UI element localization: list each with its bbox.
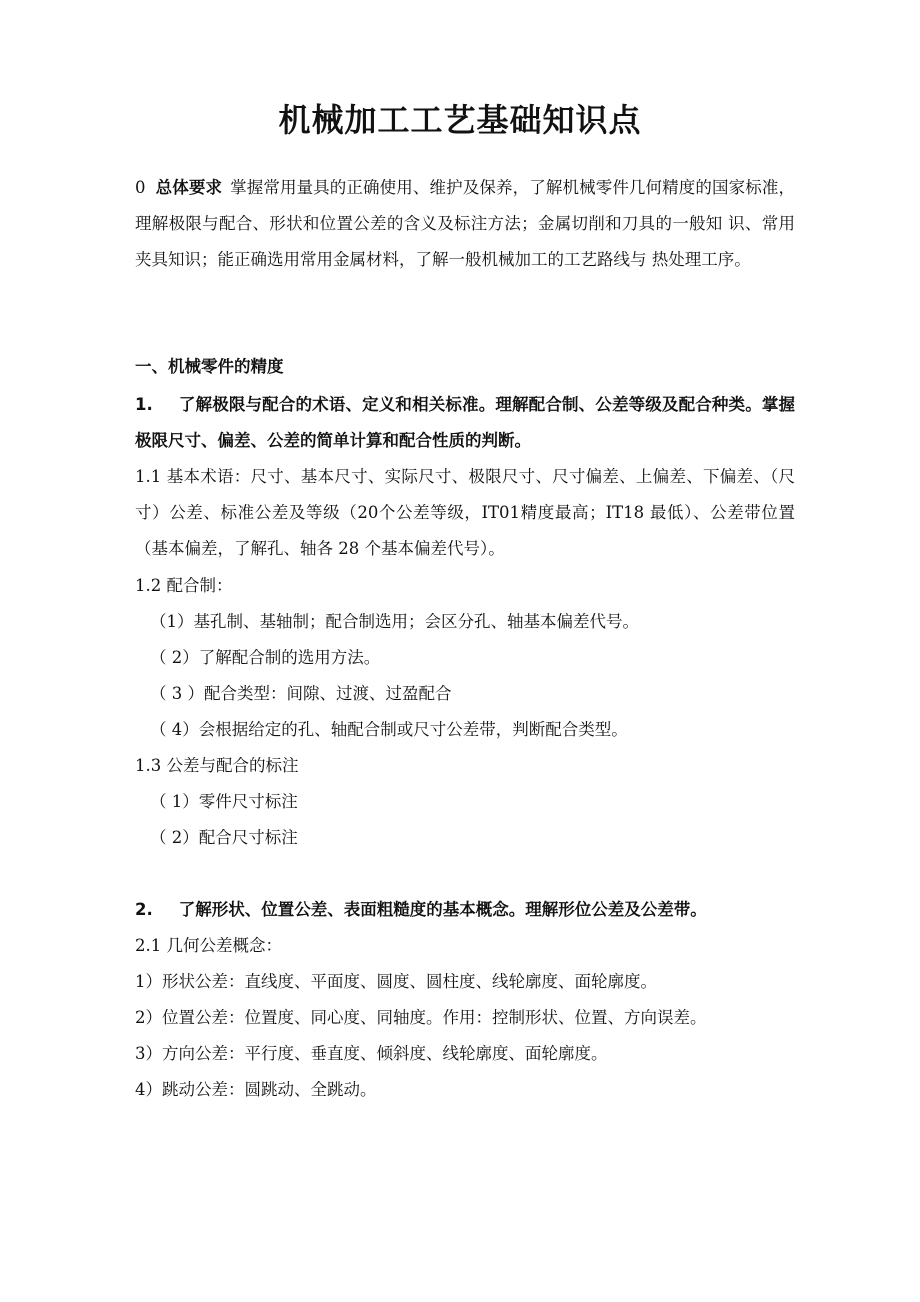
subsection-2-1-item: 3）方向公差：平行度、垂直度、倾斜度、线轮廓度、面轮廓度。 xyxy=(135,1044,608,1063)
subsection-1-2-item: （ 3 ）配合类型：间隙、过渡、过盈配合 xyxy=(150,684,452,703)
item-1-number: 1. xyxy=(135,395,153,414)
item-1-paragraph xyxy=(135,387,795,459)
document-title: 机械加工工艺基础知识点 xyxy=(278,101,642,139)
intro-number: 0 xyxy=(135,178,146,197)
subsection-1-3-item: （ 2）配合尺寸标注 xyxy=(150,828,298,847)
subsection-1-2-heading: 1.2 配合制： xyxy=(135,576,233,595)
subsection-1-2-item: （ 2）了解配合制的选用方法。 xyxy=(150,648,381,667)
subsection-2-1-item: 2）位置公差：位置度、同心度、同轴度。作用：控制形状、位置、方向误差。 xyxy=(135,1008,707,1027)
subsection-2-1-item: 1）形状公差：直线度、平面度、圆度、圆柱度、线轮廓度、面轮廓度。 xyxy=(135,972,657,991)
subsection-1-2-item: （ 4）会根据给定的孔、轴配合制或尺寸公差带，判断配合类型。 xyxy=(150,720,628,739)
item-2-text: 了解形状、位置公差、表面粗糙度的基本概念。理解形位公差及公差带。 xyxy=(178,900,707,919)
item-1-text: 了解极限与配合的术语、定义和相关标准。理解配合制、公差等级及配合种类。掌握极限尺寸、偏差、公差的简单计算和配合性质的判断。 xyxy=(135,395,795,450)
subsection-1-2-item: （1）基孔制、基轴制；配合制选用；会区分孔、轴基本偏差代号。 xyxy=(150,612,639,631)
section-1-heading: 一、机械零件的精度 xyxy=(135,357,284,376)
subsection-2-1-item: 4）跳动公差：圆跳动、全跳动。 xyxy=(135,1080,377,1099)
intro-heading: 总体要求 xyxy=(155,178,223,197)
intro-paragraph xyxy=(135,170,795,278)
subsection-2-1-heading: 2.1 几何公差概念： xyxy=(135,936,282,955)
subsection-1-3-item: （ 1）零件尺寸标注 xyxy=(150,792,298,811)
subsection-1-3-heading: 1.3 公差与配合的标注 xyxy=(135,756,299,775)
intro-text: 掌握常用量具的正确使用、维护及保养，了解机械零件几何精度的国家标准， 理解极限与配合、形状和位置公差的含义及标注方法；金属切削和刀具的一般知 识、常用夹具知识；能正确选用常用金属材料，了解一般机械加工的工艺路线与 热处理工序。 xyxy=(135,178,796,269)
item-2-number: 2. xyxy=(135,900,153,919)
item-2-paragraph xyxy=(135,898,795,922)
subsection-1-1: 1.1 基本术语：尺寸、基本尺寸、实际尺寸、极限尺寸、尺寸偏差、上偏差、下偏差、（尺寸）公差、标准公差及等级（20个公差等级，IT01精度最高；IT18 最低）、公差带位置（基本偏差，了解孔、轴各 28 个基本偏差代号）。 xyxy=(135,467,795,558)
